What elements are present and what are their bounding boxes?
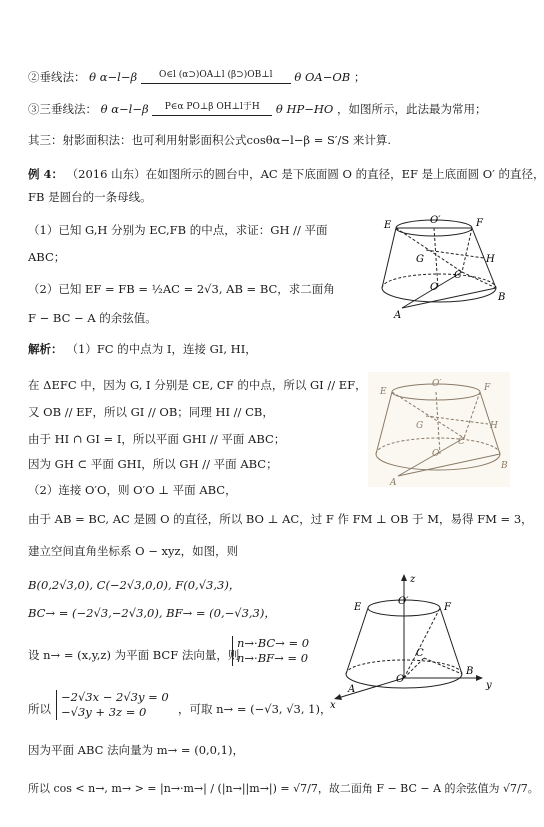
fig2-label-B: B [501,461,508,471]
example-intro-line-2: FB 是圆台的一条母线。 [28,190,152,204]
method-3-arrow [152,100,272,116]
method-2-theta-from: θ α−l−β [89,70,138,84]
fig1-label-O: O [430,282,439,293]
method-3-prefix: ③三垂线法： [28,102,97,116]
method-3-theta-from: θ α−l−β [100,102,149,116]
fig3-label-B: B [466,666,474,677]
fig2-label-E: E [380,387,387,397]
solution-step-7: 由于 AB = BC, AC 是圆 O 的直径，所以 BO ⊥ AC，过 F 作 FM ⊥ OB 于 M，易得 FM = 3， [28,512,533,526]
fig2-label-A: A [390,478,397,488]
solution-step-14-value: √7/7。 [503,782,539,795]
solution-label-line [28,342,257,356]
system-2-eq-2: −√3y + 3z = 0 [61,705,147,719]
frustum-figure-2 [368,372,510,487]
solution-step-3: 又 OB // EF，所以 GI // OB；同理 HI // CB， [28,405,274,419]
fig3-label-x: x [330,700,336,711]
fig2-label-H: H [490,421,498,431]
solution-step-11 [28,648,239,662]
solution-step-9: B(0,2√3,0), C(−2√3,0,0), F(0,√3,3)， [28,578,241,592]
fig1-label-F: F [476,218,483,229]
fig1-label-C: C [454,270,462,281]
fig1-label-B: B [498,292,506,303]
method-2-prefix: ②垂线法： [28,70,86,84]
fig2-label-C: C [458,437,465,447]
fig1-label-A: A [394,310,402,321]
method-2-tail: ； [353,70,366,84]
fig3-label-O: O [396,674,405,685]
solution-step-1: （1）FC 的中点为 I，连接 GI, HI， [66,342,257,356]
solution-step-12-system [56,690,169,720]
method-3-arrow-condition: P∈α PO⊥β OH⊥l于H [164,102,260,112]
method-3-line [28,100,487,116]
example-label: 例 4： [28,167,64,181]
question-2-line-b: F − BC − A 的余弦值。 [28,311,157,325]
solution-step-8: 建立空间直角坐标系 O − xyz，如图，则 [28,544,239,558]
solution-step-14 [28,782,539,796]
solution-step-11-system [232,636,309,666]
fig2-label-F: F [484,383,491,393]
solution-step-12-suffix: ，可取 n→ = (−√3, √3, 1)， [178,702,332,716]
solution-step-4: 由于 HI ∩ GI = I，所以平面 GHI // 平面 ABC； [28,432,286,446]
fig3-label-A: A [348,684,356,695]
solution-step-10: BC→ = (−2√3,−2√3,0), BF→ = (0,−√3,3)， [28,606,276,620]
fig2-label-G: G [416,421,424,431]
solution-step-12-prefix: 所以 [28,702,51,716]
question-1-line-b: ABC； [28,250,66,264]
solution-step-6: （2）连接 O′O，则 O′O ⊥ 平面 ABC， [28,483,237,497]
solution-label: 解析： [28,342,63,356]
system-1-eq-2: n→·BF→ = 0 [237,651,309,665]
fig3-label-E: E [354,602,362,613]
solution-step-11-text: 设 n→ = (x,y,z) 为平面 BCF 法向量，则 [28,648,240,662]
frustum-figure-3 [318,570,508,710]
solution-step-14-text: 所以 cos < n→, m→ > = |n→·m→| / (|n→||m→|) = √7/7，故二面角 F − BC − A 的余弦值为 [28,782,500,795]
fig1-label-O-prime: O′ [430,215,441,226]
fig1-label-G: G [416,254,424,265]
solution-step-2: 在 ΔEFC 中，因为 G, I 分别是 CE, CF 的中点，所以 GI // EF， [28,378,367,392]
question-2-line-a: （2）已知 EF = FB = ½AC = 2√3, AB = BC，求二面角 [28,282,335,296]
fig3-label-z: z [410,574,416,585]
fig3-label-F: F [444,602,451,613]
method-2-arrow-condition: O∈l (α⊃)OA⊥l (β⊃)OB⊥l [158,70,273,80]
fig2-label-O: O [432,449,440,459]
system-2-eq-1: −2√3x − 2√3y = 0 [61,690,169,704]
method-3-tail: ，如图所示，此法最为常用； [337,102,487,116]
example-intro-line-1 [28,167,544,181]
solution-step-5: 因为 GH ⊂ 平面 GHI，所以 GH // 平面 ABC； [28,457,278,471]
fig3-label-C: C [416,648,424,659]
method-2-theta-to: θ OA−OB [294,70,351,84]
method-area-line: 其三：射影面积法：也可利用射影面积公式cosθα−l−β = S′/S 来计算. [28,133,392,147]
method-3-theta-to: θ HP−HO [275,102,334,116]
fig1-label-H: H [486,254,495,265]
frustum-figure-1 [372,210,507,320]
solution-step-13: 因为平面 ABC 法向量为 m→ = (0,0,1)， [28,743,244,757]
fig2-label-O-prime: O′ [432,379,442,389]
example-intro-1: （2016 山东）在如图所示的圆台中，AC 是下底面圆 O 的直径，EF 是上底面圆 O′ 的直径， [66,167,544,181]
fig3-label-y: y [486,680,492,691]
method-2-line [28,68,365,84]
question-1-line-a: （1）已知 G,H 分别为 EC,FB 的中点，求证：GH // 平面 [28,223,328,237]
system-1-eq-1: n→·BC→ = 0 [237,636,310,650]
fig3-label-O-prime: O′ [398,596,409,607]
fig1-label-E: E [384,220,392,231]
method-2-arrow [141,68,291,84]
